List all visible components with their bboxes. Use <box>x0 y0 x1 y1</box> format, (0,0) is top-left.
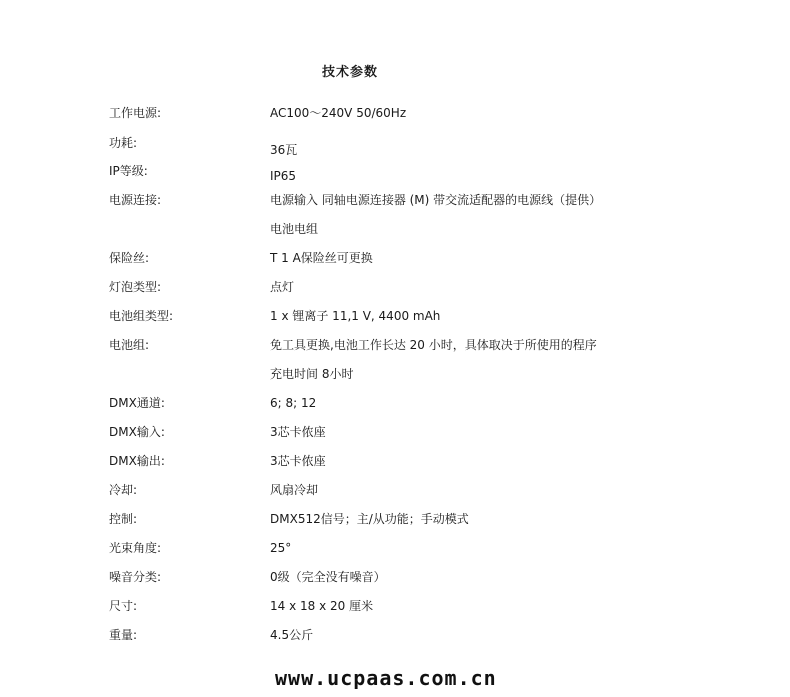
spec-label-power-supply: 工作电源: <box>109 106 162 120</box>
spec-label-lamp-type: 灯泡类型: <box>109 280 162 294</box>
spec-value-dimensions: 14 x 18 x 20 厘米 <box>270 599 374 613</box>
spec-label-control: 控制: <box>109 512 138 526</box>
spec-value-dmx-channels: 6; 8; 12 <box>270 396 317 410</box>
spec-label-dmx-channels: DMX通道: <box>109 396 165 410</box>
spec-value-fuse: T 1 A保险丝可更换 <box>270 251 373 265</box>
spec-value-charge-time: 充电时间 8小时 <box>270 367 354 381</box>
spec-label-battery-type: 电池组类型: <box>109 309 174 323</box>
spec-label-dmx-output: DMX输出: <box>109 454 165 468</box>
spec-value-battery-type: 1 x 锂离子 11,1 V, 4400 mAh <box>270 309 441 323</box>
spec-value-battery-power: 电池电组 <box>270 222 319 236</box>
spec-label-dmx-input: DMX输入: <box>109 425 165 439</box>
spec-value-lamp-type: 点灯 <box>270 280 295 294</box>
spec-label-battery: 电池组: <box>109 338 150 352</box>
spec-label-ip-rating: IP等级: <box>109 164 148 178</box>
spec-label-beam-angle: 光束角度: <box>109 541 162 555</box>
spec-label-fuse: 保险丝: <box>109 251 150 265</box>
spec-value-weight: 4.5公斤 <box>270 628 314 642</box>
spec-value-dmx-input: 3芯卡侬座 <box>270 425 326 439</box>
spec-value-power-consumption: 36瓦 <box>270 143 298 157</box>
spec-label-weight: 重量: <box>109 628 138 642</box>
spec-label-cooling: 冷却: <box>109 483 138 497</box>
spec-label-dimensions: 尺寸: <box>109 599 138 613</box>
spec-value-power-connection: 电源输入 同轴电源连接器 (M) 带交流适配器的电源线（提供） <box>270 193 602 207</box>
spec-value-noise-class: 0级（完全没有噪音） <box>270 570 386 584</box>
spec-label-power-connection: 电源连接: <box>109 193 162 207</box>
page-title: 技术参数 <box>322 65 379 80</box>
spec-label-noise-class: 噪音分类: <box>109 570 162 584</box>
spec-value-control: DMX512信号；主/从功能；手动模式 <box>270 512 469 526</box>
spec-value-dmx-output: 3芯卡侬座 <box>270 454 326 468</box>
spec-value-battery: 免工具更换,电池工作长达 20 小时，具体取决于所使用的程序 <box>270 338 597 352</box>
watermark-url: www.ucpaas.com.cn <box>275 666 497 690</box>
spec-value-power-supply: AC100～240V 50/60Hz <box>270 106 407 120</box>
spec-value-ip-rating: IP65 <box>270 169 297 183</box>
spec-value-cooling: 风扇冷却 <box>270 483 319 497</box>
spec-label-power-consumption: 功耗: <box>109 136 138 150</box>
spec-value-beam-angle: 25° <box>270 541 292 555</box>
